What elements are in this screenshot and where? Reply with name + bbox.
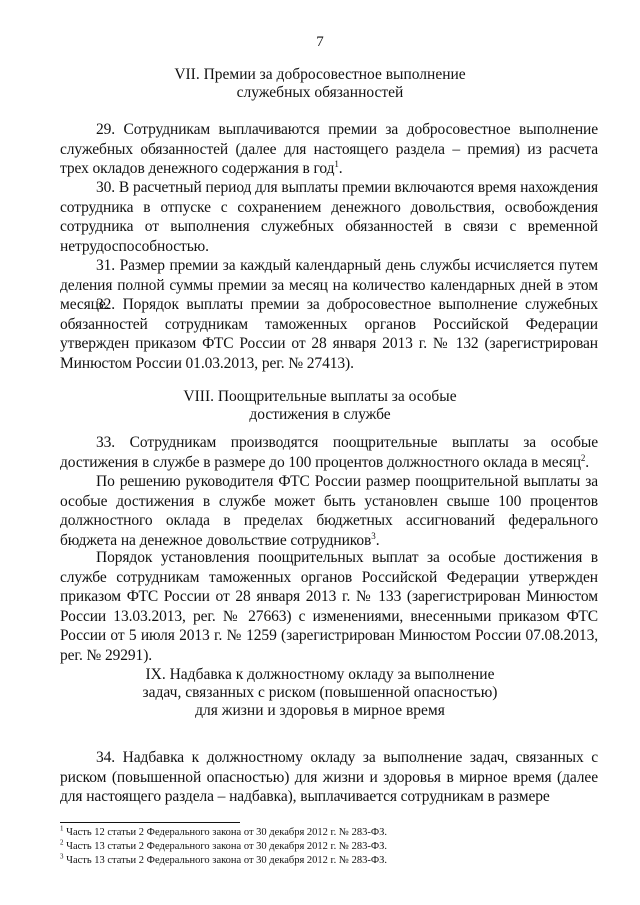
paragraph-30: 30. В расчетный период для выплаты премии включаются время нахождения сотрудника в отпуске с сохранением денежного довольствия, освобождения сотрудника от выполнения служебных обязанностей в связи с временной нетрудоспособностью.: [60, 179, 598, 255]
footnote-ref-1: 1: [334, 158, 339, 169]
footnote-3: [60, 854, 600, 868]
footnote-ref-2: 2: [580, 452, 586, 463]
footnote-2: [60, 840, 600, 854]
footnote-divider: [60, 822, 240, 823]
section-7-heading-line2: служебных обязанностей: [236, 84, 404, 101]
footnote-ref-3: 3: [371, 530, 376, 541]
paragraph-33-order: Порядок установления поощрительных выплат за особые достижения в службе сотрудникам таможенных органов Российской Федерации утвержден приказом ФТС России от 28 января 2013 г. № 133 (зарегистрирован Минюстом России 13.03.2013, рег. № 27663) с изменениями, внесенными приказом ФТС России от 5 июля 2013 г. № 1259 (зарегистрирован Минюстом России 07.08.2013, рег. № 29291).: [60, 549, 598, 664]
paragraph-29: [60, 120, 598, 179]
paragraph-33-text: 33. Сотрудникам производятся поощрительные выплаты за особые достижения в службе в размере до 100 процентов должностного оклада в месяц: [60, 434, 598, 471]
footnotes: [60, 826, 600, 868]
footnote-2-number: 2: [60, 838, 64, 847]
section-9-heading-line2: задач, связанных с риском (повышенной опасностью): [142, 684, 498, 701]
paragraph-32: 32. Порядок выплаты премии за добросовестное выполнение служебных обязанностей сотрудникам таможенных органов Российской Федерации утвержден приказом ФТС России от 28 января 2013 г. № 132 (зарегистрирован Минюстом России 01.03.2013, рег. № 27413).: [60, 296, 598, 372]
paragraph-33-extra-text: По решению руководителя ФТС России размер поощрительной выплаты за особые достижения в службе может быть установлен свыше 100 процентов должностного оклада в пределах бюджетных ассигнований федерального бюджета на денежное довольствие сотрудников: [60, 473, 598, 549]
paragraph-31: 31. Размер премии за каждый календарный день службы исчисляется путем деления полной суммы премии за месяц на количество календарных дней в этом месяце.: [60, 257, 598, 313]
paragraph-33-extra-end: .: [375, 531, 380, 549]
section-9-heading-line1: IX. Надбавка к должностному окладу за выполнение: [145, 666, 495, 683]
paragraph-33: [60, 433, 598, 472]
section-8-heading-line2: достижения в службе: [249, 406, 391, 423]
paragraph-29-end: .: [338, 160, 343, 177]
footnote-1: [60, 826, 600, 840]
section-7-heading: [60, 66, 580, 102]
paragraph-34: 34. Надбавка к должностному окладу за выполнение задач, связанных с риском (повышенной опасностью) для жизни и здоровья в мирное время (далее для настоящего раздела – надбавка), выплачивается сотрудникам в размере: [60, 749, 598, 805]
footnote-3-text: Часть 13 статьи 2 Федерального закона от 30 декабря 2012 г. № 283-ФЗ.: [66, 855, 388, 866]
footnote-1-number: 1: [60, 824, 64, 833]
paragraph-33-extra: [60, 472, 598, 550]
footnote-3-number: 3: [60, 852, 64, 861]
paragraph-29-text: 29. Сотрудникам выплачиваются премии за добросовестное выполнение служебных обязанностей (далее для настоящего раздела – премия) из расчета трех окладов денежного содержания в год: [60, 121, 598, 177]
section-8-heading: [60, 388, 580, 424]
section-9-heading: [60, 666, 580, 720]
paragraph-33-end: .: [585, 453, 590, 471]
footnote-2-text: Часть 13 статьи 2 Федерального закона от 30 декабря 2012 г. № 283-ФЗ.: [66, 841, 388, 852]
section-8-heading-line1: VIII. Поощрительные выплаты за особые: [183, 388, 457, 405]
section-9-heading-line3: для жизни и здоровья в мирное время: [195, 702, 445, 719]
section-7-heading-line1: VII. Премии за добросовестное выполнение: [174, 66, 466, 83]
footnote-1-text: Часть 12 статьи 2 Федерального закона от 30 декабря 2012 г. № 283-ФЗ.: [66, 827, 388, 838]
page-number: 7: [316, 34, 324, 50]
